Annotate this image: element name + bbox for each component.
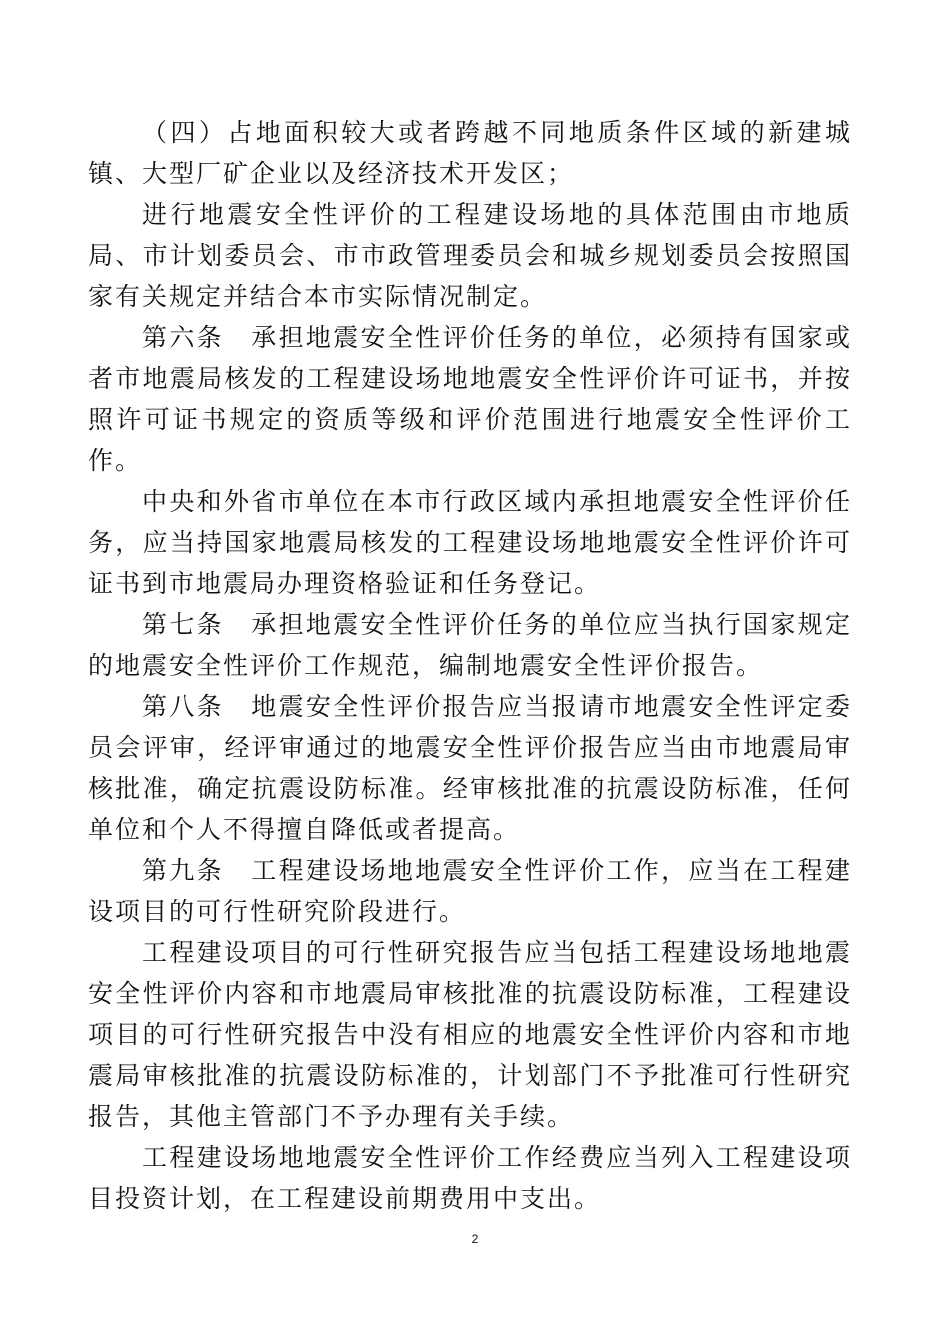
page-number: 2 bbox=[471, 1232, 479, 1246]
paragraph-article-6: 第六条 承担地震安全性评价任务的单位，必须持有国家或者市地震局核发的工程建设场地地震安全性评价许可证书，并按照许可证书规定的资质等级和评价范围进行地震安全性评价工作。 bbox=[88, 323, 852, 475]
document-body bbox=[88, 112, 852, 1219]
paragraph-article-9: 第九条 工程建设场地地震安全性评价工作，应当在工程建设项目的可行性研究阶段进行。 bbox=[88, 856, 852, 926]
paragraph-feasibility-report: 工程建设项目的可行性研究报告应当包括工程建设场地地震安全性评价内容和市地震局审核批准的抗震设防标准，工程建设项目的可行性研究报告中没有相应的地震安全性评价内容和市地震局审核批准的抗震设防标准的，计划部门不予批准可行性研究报告，其他主管部门不予办理有关手续。 bbox=[88, 938, 852, 1131]
paragraph-article-7: 第七条 承担地震安全性评价任务的单位应当执行国家规定的地震安全性评价工作规范，编制地震安全性评价报告。 bbox=[88, 610, 852, 680]
paragraph-article-8: 第八条 地震安全性评价报告应当报请市地震安全性评定委员会评审，经评审通过的地震安全性评价报告应当由市地震局审核批准，确定抗震设防标准。经审核批准的抗震设防标准，任何单位和个人不得擅自降低或者提高。 bbox=[88, 692, 852, 844]
paragraph-evaluation-scope: 进行地震安全性评价的工程建设场地的具体范围由市地质局、市计划委员会、市市政管理委员会和城乡规划委员会按照国家有关规定并结合本市实际情况制定。 bbox=[88, 200, 852, 311]
paragraph-funding: 工程建设场地地震安全性评价工作经费应当列入工程建设项目投资计划，在工程建设前期费用中支出。 bbox=[88, 1143, 852, 1213]
paragraph-article-6-supplement: 中央和外省市单位在本市行政区域内承担地震安全性评价任务，应当持国家地震局核发的工程建设场地地震安全性评价许可证书到市地震局办理资格验证和任务登记。 bbox=[88, 487, 852, 598]
paragraph-item-4: （四）占地面积较大或者跨越不同地质条件区域的新建城镇、大型厂矿企业以及经济技术开发区； bbox=[88, 118, 852, 188]
